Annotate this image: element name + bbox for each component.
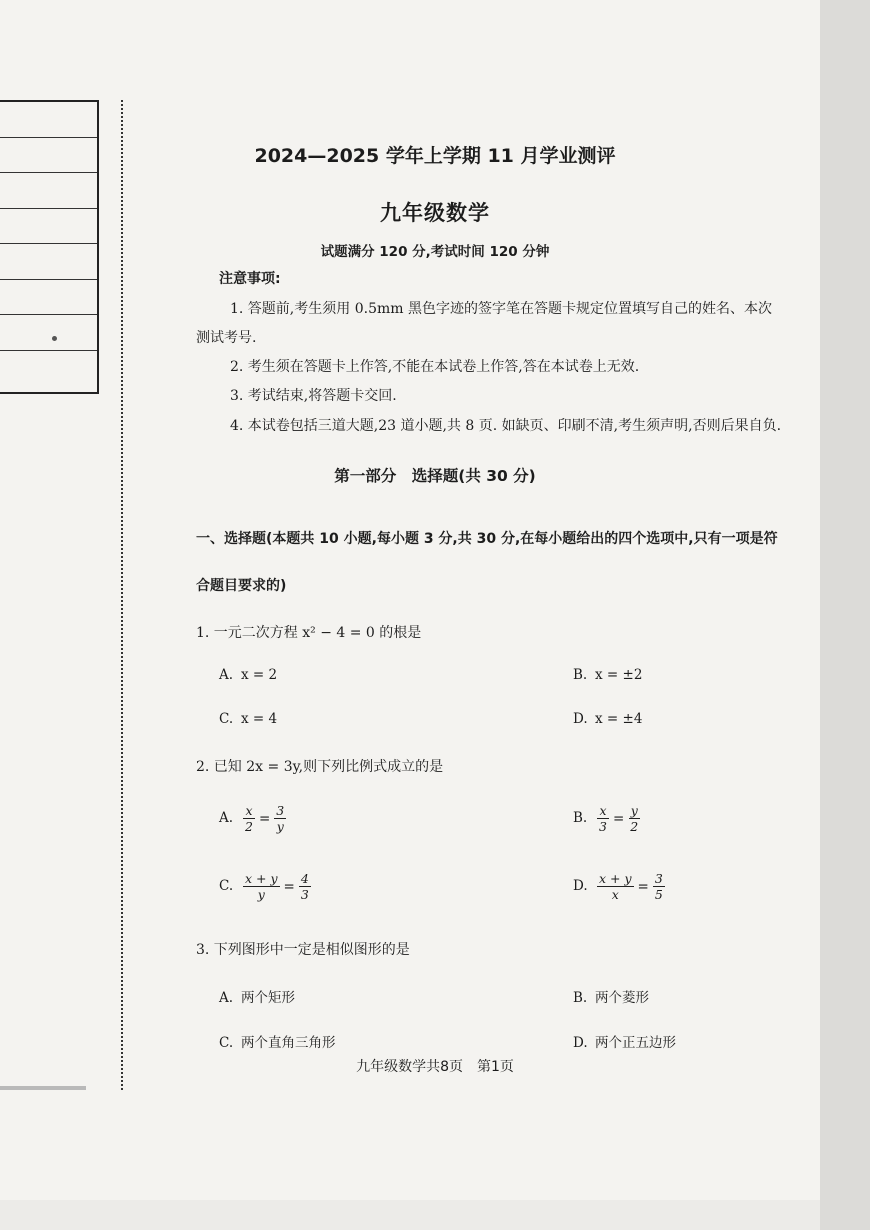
notice-item: 4. 本试卷包括三道大题,23 道小题,共 8 页. 如缺页、印刷不清,考生须声明,否则后果自负. <box>230 418 782 434</box>
scan-mark <box>0 1086 86 1090</box>
option-text: 两个菱形 <box>595 990 649 1006</box>
question-1-option-c[interactable] <box>219 711 277 727</box>
option-label: D. <box>573 711 588 727</box>
option-label: A. <box>219 990 234 1006</box>
option-label: B. <box>573 667 588 683</box>
option-label: B. <box>573 810 588 826</box>
exam-meta: 试题满分 120 分,考试时间 120 分钟 <box>320 244 550 260</box>
fraction: $\frac{x}{2}$ <box>245 803 253 834</box>
option-label: C. <box>219 878 234 894</box>
fraction: $\frac{y}{2}$ <box>630 803 639 834</box>
fraction: $\frac{x + y}{y}$ <box>245 871 278 902</box>
notice-item: 1. 答题前,考生须用 0.5mm 黑色字迹的签字笔在答题卡规定位置填写自己的姓名、本次 <box>230 301 772 317</box>
question-2-option-a[interactable]: A. $\frac{x}{2}$ = $\frac{3}{y}$ <box>219 803 285 834</box>
option-label: A. <box>219 667 234 683</box>
info-row <box>0 280 97 316</box>
option-label: A. <box>219 810 234 826</box>
part1-description-cont: 合题目要求的) <box>196 578 287 594</box>
info-row <box>0 102 97 138</box>
question-3-stem: 3. 下列图形中一定是相似图形的是 <box>196 942 410 958</box>
option-label: C. <box>219 711 234 727</box>
option-text: x = 2 <box>241 667 278 683</box>
question-2-option-c[interactable]: C. $\frac{x + y}{y}$ = $\frac{4}{3}$ <box>219 871 309 902</box>
question-3-option-c[interactable] <box>219 1031 336 1051</box>
option-text: x = ±2 <box>595 667 643 683</box>
exam-title: 2024—2025 学年上学期 11 月学业测评 <box>254 145 616 167</box>
question-3-option-a[interactable] <box>219 986 295 1006</box>
option-text: 两个矩形 <box>241 990 295 1006</box>
question-1-option-d[interactable] <box>573 711 642 727</box>
option-label: C. <box>219 1035 234 1051</box>
question-3-option-d[interactable] <box>573 1031 676 1051</box>
question-1-option-a[interactable] <box>219 667 277 683</box>
part1-title: 第一部分 选择题(共 30 分) <box>334 467 536 485</box>
notice-item: 2. 考生须在答题卡上作答,不能在本试卷上作答,答在本试卷上无效. <box>230 359 640 375</box>
question-3-option-b[interactable] <box>573 986 649 1006</box>
question-2-option-b[interactable]: B. $\frac{x}{3}$ = $\frac{y}{2}$ <box>573 803 639 834</box>
ink-dot <box>52 336 57 341</box>
option-text: x = ±4 <box>595 711 643 727</box>
part1-description: 一、选择题(本题共 10 小题,每小题 3 分,共 30 分,在每小题给出的四个选项中,只有一项是符 <box>196 531 778 547</box>
option-label: D. <box>573 878 588 894</box>
option-label: D. <box>573 1035 588 1051</box>
fraction: $\frac{4}{3}$ <box>300 871 309 902</box>
option-label: B. <box>573 990 588 1006</box>
option-text: x = 4 <box>241 711 278 727</box>
option-text: 两个直角三角形 <box>241 1035 336 1051</box>
question-1-option-b[interactable] <box>573 667 642 683</box>
info-row <box>0 351 97 387</box>
option-text: 两个正五边形 <box>595 1035 676 1051</box>
notice-item: 测试考号. <box>196 330 257 346</box>
fraction: $\frac{x}{3}$ <box>599 803 607 834</box>
fraction: $\frac{3}{y}$ <box>276 803 285 834</box>
question-2-stem: 2. 已知 2x = 3y,则下列比例式成立的是 <box>196 759 444 775</box>
exam-subject: 九年级数学 <box>380 201 490 225</box>
question-1-stem: 1. 一元二次方程 x² − 4 = 0 的根是 <box>196 625 422 641</box>
fraction: $\frac{x + y}{x}$ <box>599 871 632 902</box>
notice-heading: 注意事项: <box>219 271 281 287</box>
scan-edge-shadow <box>820 0 870 1230</box>
info-row <box>0 315 97 351</box>
notice-item: 3. 考试结束,将答题卡交回. <box>230 388 397 404</box>
page-footer: 九年级数学共8页 第1页 <box>356 1059 514 1075</box>
question-2-option-d[interactable]: D. $\frac{x + y}{x}$ = $\frac{3}{5}$ <box>573 871 663 902</box>
fraction: $\frac{3}{5}$ <box>654 871 663 902</box>
